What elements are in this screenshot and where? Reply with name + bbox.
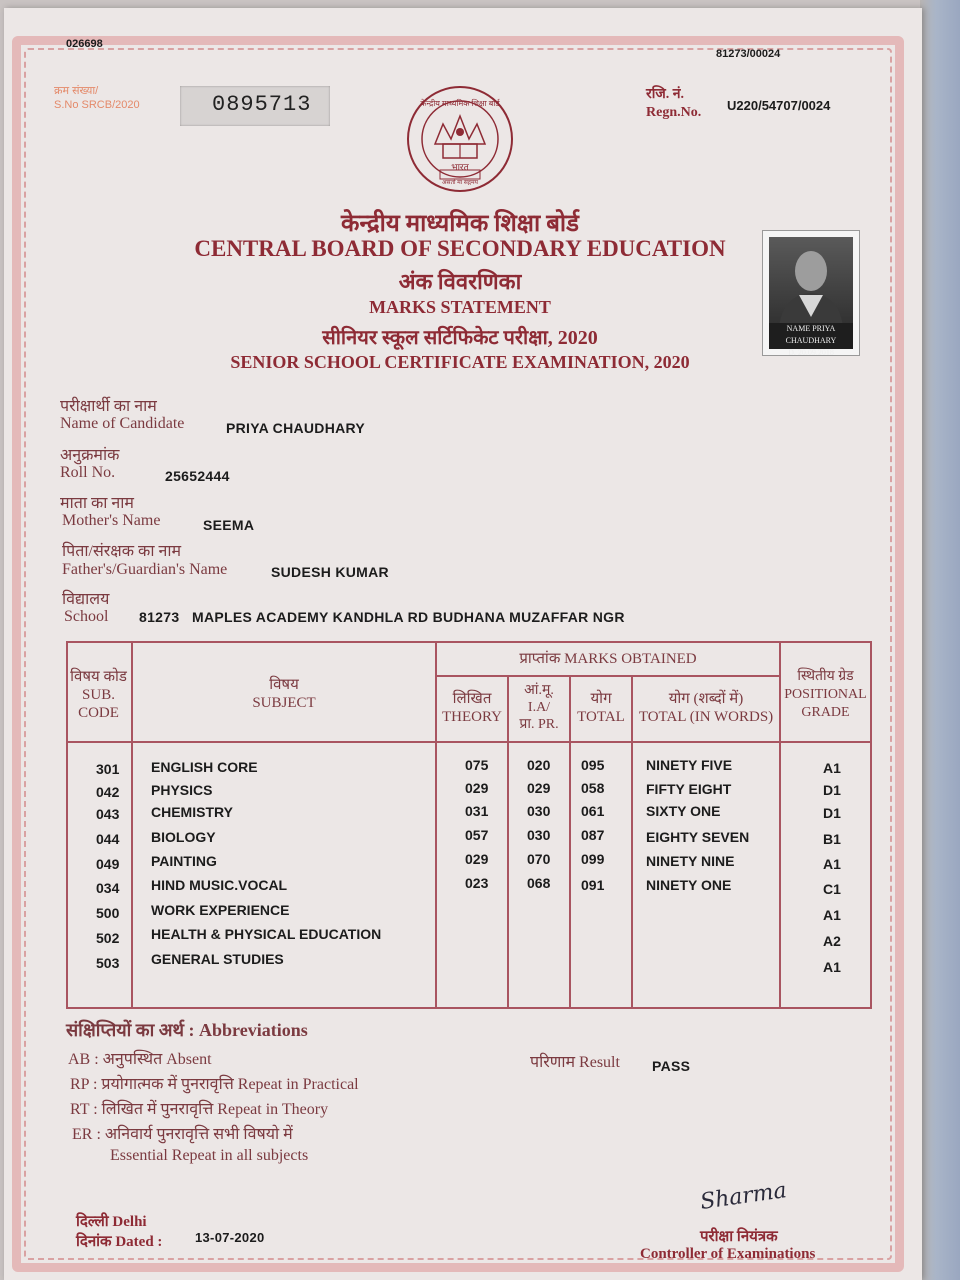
row-theory: 057 bbox=[465, 827, 489, 843]
header-ia-en1: I.A/ bbox=[527, 700, 551, 715]
row-total: 058 bbox=[581, 780, 605, 796]
registration-label-hi: रजि. नं. bbox=[646, 87, 685, 102]
header-words-hi: योग (शब्दों में) bbox=[668, 691, 744, 707]
abbreviation-rp: RP : प्रयोगात्मक में पुनरावृत्ति Repeat in Practical bbox=[70, 1076, 359, 1093]
row-ia: 030 bbox=[527, 827, 551, 843]
abbreviation-rt: RT : लिखित में पुनरावृत्ति Repeat in Theory bbox=[70, 1101, 329, 1118]
exam-title-english: SENIOR SCHOOL CERTIFICATE EXAMINATION, 2020 bbox=[230, 352, 690, 372]
result-value: PASS bbox=[652, 1058, 691, 1074]
row-words: NINETY ONE bbox=[646, 877, 732, 893]
header-theory-hi: लिखित bbox=[452, 691, 492, 707]
registration-number: U220/54707/0024 bbox=[727, 98, 831, 113]
row-subject: GENERAL STUDIES bbox=[151, 951, 284, 967]
background-surface bbox=[920, 0, 960, 1280]
row-theory: 031 bbox=[465, 803, 489, 819]
roll-label-hi: अनुक्रमांक bbox=[60, 447, 120, 464]
header-grade-en2: GRADE bbox=[801, 705, 850, 720]
row-subject: BIOLOGY bbox=[151, 829, 216, 845]
serial-label-hi: क्रम संख्या/ bbox=[54, 85, 99, 97]
header-ia-pr bbox=[509, 682, 569, 733]
row-code: 043 bbox=[96, 806, 120, 822]
row-theory: 023 bbox=[465, 875, 489, 891]
board-title-english: CENTRAL BOARD OF SECONDARY EDUCATION bbox=[194, 236, 726, 261]
row-ia: 070 bbox=[527, 851, 551, 867]
row-grade: D1 bbox=[823, 805, 841, 821]
row-total: 087 bbox=[581, 827, 605, 843]
header-total bbox=[571, 690, 631, 726]
header-grade-en1: POSITIONAL bbox=[784, 687, 867, 702]
roll-number: 25652444 bbox=[165, 468, 230, 484]
header-subject bbox=[133, 676, 435, 712]
header-ia-hi: आं.मू. bbox=[524, 683, 554, 698]
candidate-name-label-en: Name of Candidate bbox=[60, 415, 185, 432]
header-grade-hi: स्थितीय ग्रेड bbox=[797, 669, 854, 684]
row-code: 049 bbox=[96, 856, 120, 872]
abbreviation-er-desc: Essential Repeat in all subjects bbox=[110, 1147, 309, 1164]
row-subject: WORK EXPERIENCE bbox=[151, 902, 290, 918]
school-label-hi: विद्यालय bbox=[62, 591, 110, 608]
header-words-en: TOTAL (IN WORDS) bbox=[638, 709, 774, 725]
header-theory-en: THEORY bbox=[442, 709, 502, 725]
header-theory bbox=[437, 690, 507, 726]
row-code: 044 bbox=[96, 831, 120, 847]
header-subject-en: SUBJECT bbox=[252, 695, 316, 711]
header-positional-grade bbox=[781, 668, 870, 722]
row-code: 301 bbox=[96, 761, 120, 777]
exam-title-hindi: सीनियर स्कूल सर्टिफिकेट परीक्षा, 2020 bbox=[322, 327, 598, 349]
header-total-en: TOTAL bbox=[577, 709, 625, 725]
emblem-bottom-text: भारत bbox=[451, 162, 469, 172]
board-title-hindi: केन्द्रीय माध्यमिक शिक्षा बोर्ड bbox=[341, 211, 579, 237]
mother-label-hi: माता का नाम bbox=[60, 495, 135, 512]
table-divider bbox=[435, 675, 781, 677]
row-subject: ENGLISH CORE bbox=[151, 759, 258, 775]
row-words: NINETY FIVE bbox=[646, 757, 733, 773]
top-right-code: 81273/00024 bbox=[716, 48, 781, 60]
controller-label-en: Controller of Examinations bbox=[640, 1246, 816, 1262]
abbreviation-er: ER : अनिवार्य पुनरावृत्ति सभी विषयो में bbox=[72, 1126, 293, 1143]
table-header-rule bbox=[66, 741, 872, 743]
serial-label bbox=[54, 84, 140, 112]
row-ia: 029 bbox=[527, 780, 551, 796]
statement-title-hindi: अंक विवरणिका bbox=[398, 269, 522, 294]
photo-caption bbox=[769, 323, 853, 357]
candidate-photo bbox=[762, 230, 860, 356]
issue-date: 13-07-2020 bbox=[195, 1230, 265, 1245]
row-theory: 029 bbox=[465, 780, 489, 796]
row-subject: PHYSICS bbox=[151, 782, 213, 798]
row-code: 502 bbox=[96, 930, 120, 946]
row-subject: HEALTH & PHYSICAL EDUCATION bbox=[151, 926, 382, 942]
school-name: MAPLES ACADEMY KANDHLA RD BUDHANA MUZAFFAR NGR bbox=[192, 609, 625, 625]
emblem-top-text: केन्द्रीय माध्यमिक शिक्षा बोर्ड bbox=[420, 99, 500, 108]
place-label: दिल्ली Delhi bbox=[76, 1214, 147, 1230]
row-total: 061 bbox=[581, 803, 605, 819]
header-total-in-words bbox=[633, 690, 779, 726]
photo-caption-name: NAME PRIYA CHAUDHARY bbox=[785, 324, 837, 345]
person-silhouette-icon bbox=[769, 237, 853, 327]
row-ia: 020 bbox=[527, 757, 551, 773]
row-ia: 030 bbox=[527, 803, 551, 819]
photo-caption-date: D. 20.09.2018 bbox=[788, 348, 834, 357]
row-words: FIFTY EIGHT bbox=[646, 781, 732, 797]
mother-label-en: Mother's Name bbox=[62, 512, 161, 529]
candidate-name: PRIYA CHAUDHARY bbox=[226, 420, 366, 436]
abbreviation-ab: AB : अनुपस्थित Absent bbox=[68, 1051, 212, 1068]
father-name: SUDESH KUMAR bbox=[271, 564, 389, 580]
row-grade: C1 bbox=[823, 881, 841, 897]
header-subject-hi: विषय bbox=[269, 677, 299, 693]
father-label-en: Father's/Guardian's Name bbox=[62, 561, 228, 578]
header-ia-en2: प्रा. PR. bbox=[519, 717, 559, 732]
row-code: 500 bbox=[96, 905, 120, 921]
header-sub-code bbox=[66, 668, 131, 722]
row-words: SIXTY ONE bbox=[646, 803, 721, 819]
row-words: EIGHTY SEVEN bbox=[646, 829, 750, 845]
row-code: 503 bbox=[96, 955, 120, 971]
registration-label-en: Regn.No. bbox=[646, 105, 702, 120]
abbreviations-title: संक्षिप्तियों का अर्थ : Abbreviations bbox=[66, 1020, 308, 1040]
registration-label bbox=[646, 86, 701, 122]
row-grade: A1 bbox=[823, 856, 841, 872]
controller-signature: Sharma bbox=[698, 1178, 789, 1215]
dated-label: दिनांक Dated : bbox=[76, 1234, 163, 1250]
serial-label-en: S.No SRCB/2020 bbox=[54, 99, 140, 111]
header-sub-code-hi: विषय कोड bbox=[70, 669, 127, 685]
header-marks-obtained: प्राप्तांक MARKS OBTAINED bbox=[519, 651, 697, 667]
candidate-name-label-hi: परीक्षार्थी का नाम bbox=[60, 398, 157, 415]
header-sub-code-en2: CODE bbox=[78, 705, 119, 721]
row-grade: A1 bbox=[823, 760, 841, 776]
row-grade: A1 bbox=[823, 907, 841, 923]
top-left-code: 026698 bbox=[66, 38, 103, 50]
roll-label-en: Roll No. bbox=[60, 464, 116, 481]
row-theory: 029 bbox=[465, 851, 489, 867]
row-total: 091 bbox=[581, 877, 605, 893]
serial-number: 0895713 bbox=[212, 92, 312, 117]
statement-title-english: MARKS STATEMENT bbox=[369, 297, 551, 317]
row-grade: A1 bbox=[823, 959, 841, 975]
row-total: 095 bbox=[581, 757, 605, 773]
row-code: 042 bbox=[96, 784, 120, 800]
row-grade: D1 bbox=[823, 782, 841, 798]
row-grade: A2 bbox=[823, 933, 841, 949]
row-ia: 068 bbox=[527, 875, 551, 891]
row-theory: 075 bbox=[465, 757, 489, 773]
controller-label-hi: परीक्षा नियंत्रक bbox=[700, 1229, 778, 1245]
mother-name: SEEMA bbox=[203, 517, 255, 533]
father-label-hi: पिता/संरक्षक का नाम bbox=[62, 543, 182, 560]
school-label-en: School bbox=[64, 608, 109, 625]
row-words: NINETY NINE bbox=[646, 853, 735, 869]
header-total-hi: योग bbox=[590, 691, 612, 707]
result-label: परिणाम Result bbox=[530, 1054, 620, 1071]
header-sub-code-en1: SUB. bbox=[82, 687, 115, 703]
row-total: 099 bbox=[581, 851, 605, 867]
row-subject: HIND MUSIC.VOCAL bbox=[151, 877, 288, 893]
row-grade: B1 bbox=[823, 831, 841, 847]
emblem-motto: असतो मा सद्गमय bbox=[441, 180, 479, 186]
row-code: 034 bbox=[96, 880, 120, 896]
row-subject: PAINTING bbox=[151, 853, 217, 869]
row-subject: CHEMISTRY bbox=[151, 804, 233, 820]
school-code: 81273 bbox=[139, 609, 180, 625]
